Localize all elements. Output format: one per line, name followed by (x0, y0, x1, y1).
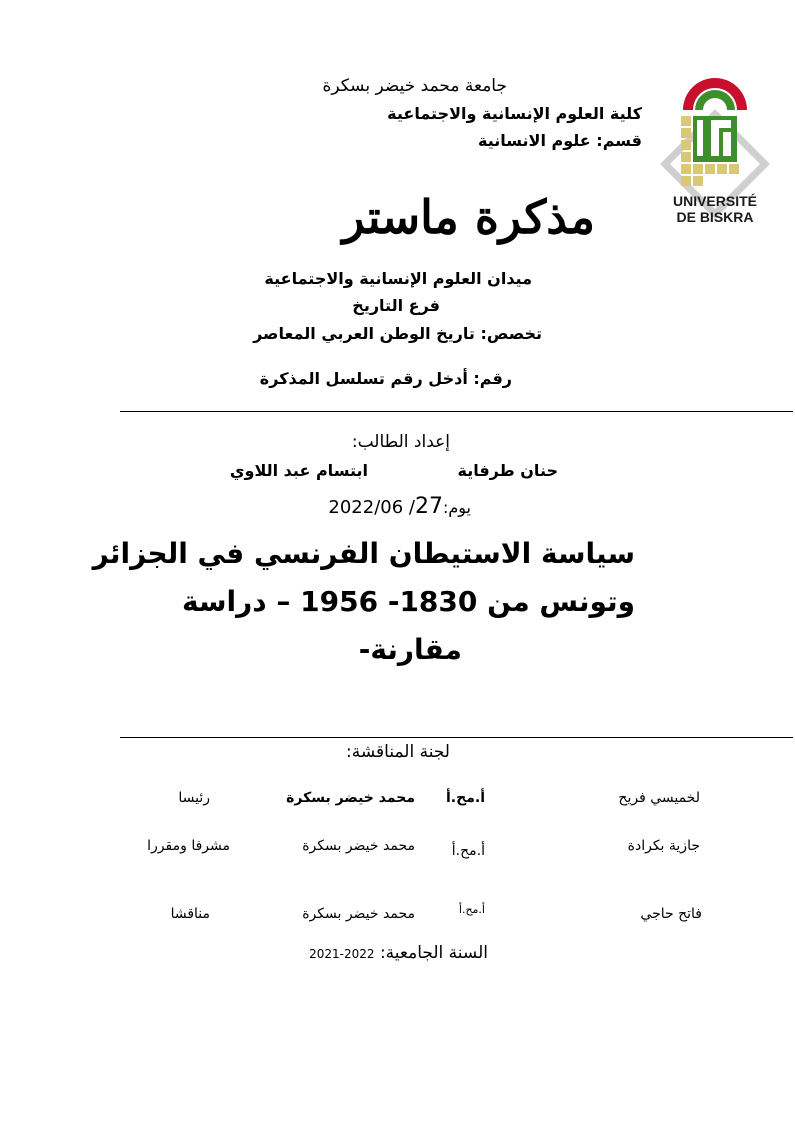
department-name: قسم: علوم الانسانية (478, 131, 642, 150)
logo-text-line1: UNIVERSITÉ (672, 193, 758, 209)
academic-year-label: السنة الجامعية: (379, 943, 488, 963)
field-specialty: تخصص: تاريخ الوطن العربي المعاصر (253, 324, 542, 343)
committee-member-1-institution: محمد خيضر بسكرة (286, 790, 415, 806)
date-rest: / 2022/06 (328, 497, 415, 518)
thesis-number: رقم: أدخل رقم تسلسل المذكرة (259, 369, 512, 388)
thesis-title-line1: سياسة الاستيطان الفرنسي في الجزائر (92, 537, 635, 570)
committee-member-1-name: لخميسي فريح (618, 790, 700, 806)
faculty-name: كلية العلوم الإنسانية والاجتماعية (387, 104, 642, 123)
student-1-name: حنان طرفاية (457, 461, 558, 480)
committee-member-3-role: مناقشا (170, 906, 210, 922)
committee-label: لجنة المناقشة: (346, 742, 450, 762)
committee-member-3-rank: أ.مح.أ (458, 903, 485, 916)
divider-top (120, 411, 793, 412)
student-2-name: ابتسام عبد اللاوي (229, 461, 368, 480)
academic-year (309, 943, 488, 963)
students-label: إعداد الطالب: (351, 432, 450, 452)
committee-member-2-name: جازية بكرادة (627, 838, 700, 854)
document-type: مذكرة ماستر (342, 190, 595, 244)
university-logo (655, 62, 775, 230)
thesis-title-line2: وتونس من 1830- 1956 – دراسة (182, 585, 635, 618)
academic-year-value: 2022-2021 (309, 947, 375, 961)
defense-date (328, 494, 471, 519)
field-branch: فرع التاريخ (352, 296, 440, 315)
logo-green-block (693, 116, 737, 162)
committee-member-3-institution: محمد خيضر بسكرة (302, 906, 415, 922)
thesis-title-line3: مقارنة- (358, 633, 462, 666)
committee-member-1-rank: أ.مح.أ (446, 790, 485, 806)
university-name: جامعة محمد خيضر بسكرة (322, 76, 507, 96)
committee-member-2-role: مشرفا ومقررا (147, 838, 230, 854)
divider-bottom (120, 737, 793, 738)
committee-member-3-name: فاتح حاجي (640, 906, 702, 922)
committee-member-2-rank: أ.مح.أ (451, 843, 485, 859)
logo-text-line2: DE BISKRA (676, 209, 754, 225)
date-day: 27 (414, 494, 443, 519)
date-label: يوم: (442, 498, 471, 517)
committee-member-2-institution: محمد خيضر بسكرة (302, 838, 415, 854)
field-domain: ميدان العلوم الإنسانية والاجتماعية (264, 269, 532, 288)
committee-member-1-role: رئيسا (178, 790, 210, 806)
